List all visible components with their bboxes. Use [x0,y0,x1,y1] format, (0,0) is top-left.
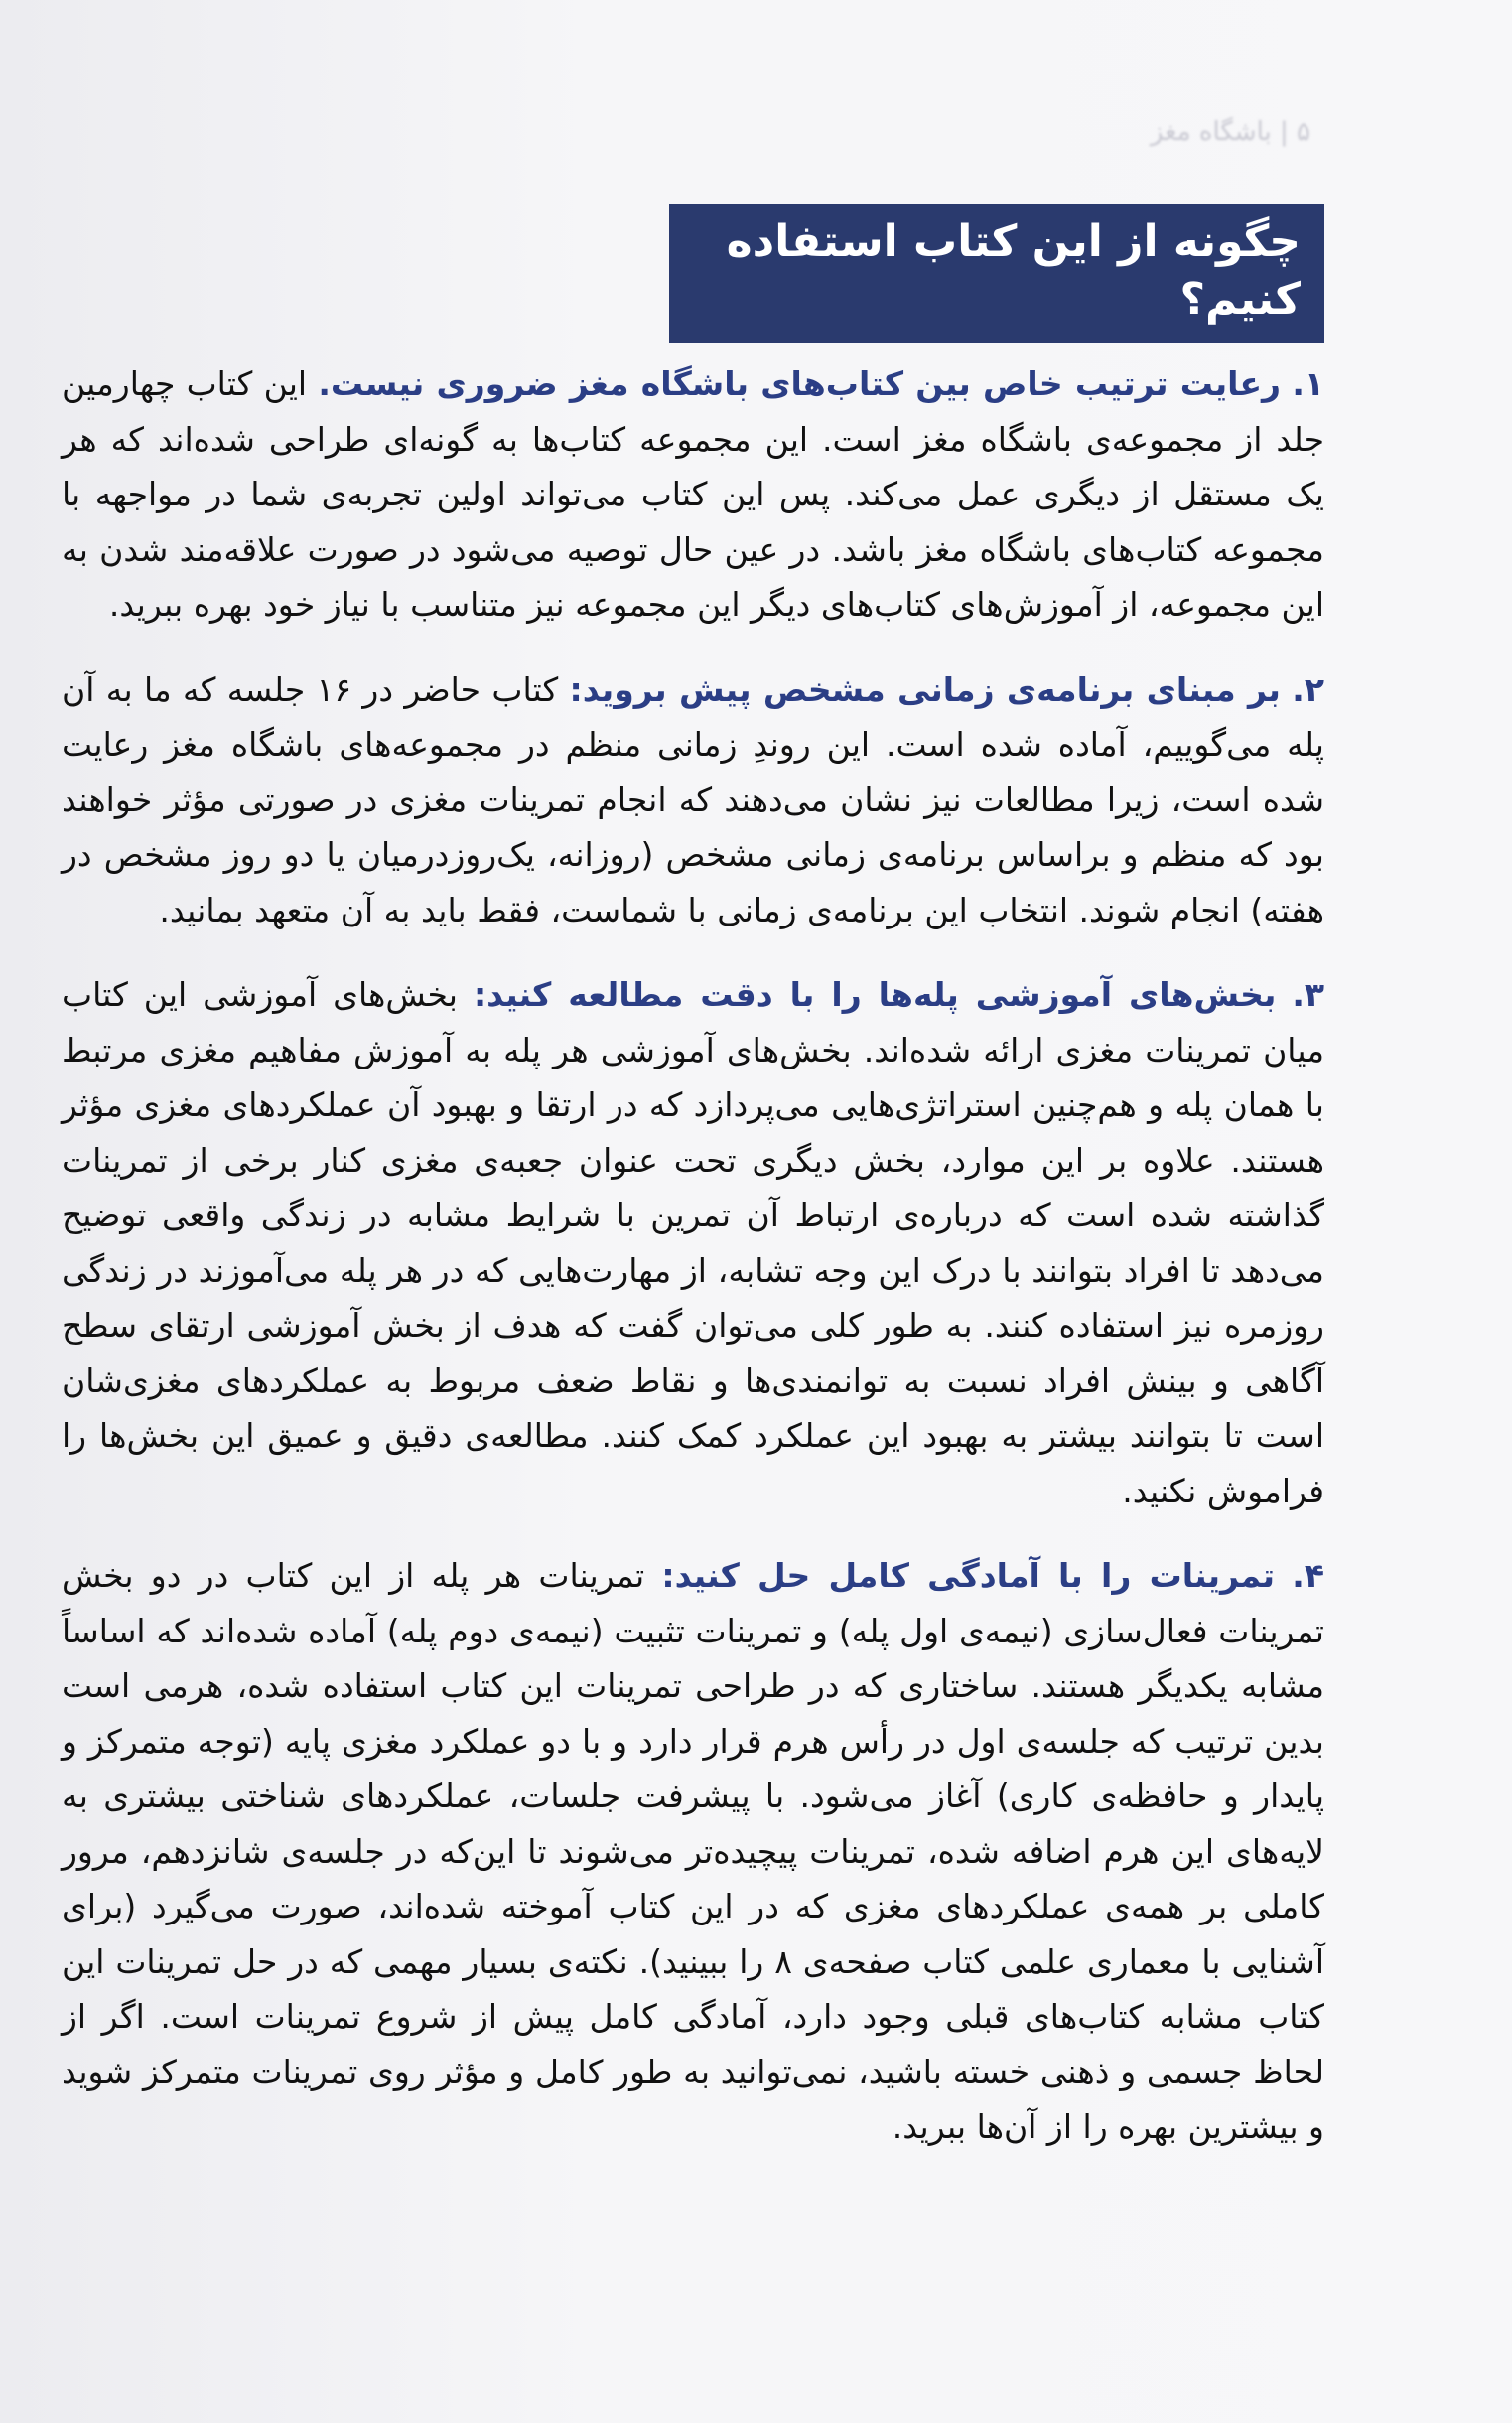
item-number: ۳. [1292,975,1325,1014]
item-body: بخش‌های آموزشی این کتاب میان تمرینات مغزی ارائه شده‌اند. بخش‌های آموزشی هر پله به آموزش مفاهیم مغزی مرتبط با همان پله و هم‌چنین استراتژی‌هایی می‌پردازد که در ارتقا و بهبود آن عملکردهای مغزی مؤثر هستند. علاوه بر این موارد، بخش دیگری تحت عنوان جعبه‌ی مغزی کنار برخی از تمرینات گذاشته شده است که درباره‌ی ارتباط آن تمرین با شرایط مشابه در زندگی واقعی توضیح می‌دهد تا افراد بتوانند با درک این وجه تشابه، از مهارت‌هایی که در هر پله می‌آموزند در زندگی روزمره نیز استفاده کنند. به طور کلی می‌توان گفت که هدف از بخش آموزشی ارتقای سطح آگاهی و بینش افراد نسبت به توانمندی‌ها و نقاط ضعف مربوط به عملکردهای مغزی‌شان است تا بتوانند بیشتر به بهبود این عملکرد کمک کنند. مطالعه‌ی دقیق و عمیق این بخش‌ها را فراموش نکنید. [62,975,1324,1510]
item-number: ۲. [1292,669,1324,709]
section-title: چگونه از این کتاب استفاده کنیم؟ [669,204,1324,343]
item-body: این کتاب چهارمین جلد از مجموعه‌ی باشگاه مغز است. این مجموعه کتاب‌ها به گونه‌ای طراحی شده‌اند که هر یک مستقل از دیگری عمل می‌کند. پس این کتاب می‌تواند اولین تجربه‌ی شما در مواجهه با مجموعه کتاب‌های باشگاه مغز باشد. در عین حال توصیه می‌شود در صورت علاقه‌مند شدن به این مجموعه، از آموزش‌های کتاب‌های دیگر این مجموعه نیز متناسب با نیاز خود بهره ببرید. [62,364,1324,624]
paragraph [62,356,1324,633]
section-4 [62,1548,1324,2155]
item-heading: بخش‌های آموزشی پله‌ها را با دقت مطالعه کنید: [473,975,1277,1014]
item-number: ۴. [1292,1556,1324,1595]
running-header: ۵ | باشگاه مغز [1150,117,1310,147]
item-heading: بر مبنای برنامه‌ی زمانی مشخص پیش بروید: [569,669,1281,709]
page-content [62,204,1324,2185]
paragraph [62,1548,1324,2155]
paragraph [62,967,1324,1518]
paragraph [62,662,1324,938]
item-number: ۱. [1292,364,1325,403]
section-3 [62,967,1324,1518]
item-body: تمرینات هر پله از این کتاب در دو بخش تمرینات فعال‌سازی (نیمه‌ی اول پله) و تمرینات تثبیت (نیمه‌ی دوم پله) آماده شده‌اند که اساساً مشابه یکدیگر هستند. ساختاری که در طراحی تمرینات این کتاب استفاده شده، هرمی است بدین ترتیب که جلسه‌ی اول در رأس هرم قرار دارد و با دو عملکرد مغزی پایه (توجه متمرکز و پایدار و حافظه‌ی کاری) آغاز می‌شود. با پیشرفت جلسات، عملکردهای شناختی بیشتری به لایه‌های این هرم اضافه شده، تمرینات پیچیده‌تر می‌شوند تا این‌که در جلسه‌ی شانزدهم، مرور کاملی بر همه‌ی عملکردهای مغزی که در این کتاب آموخته شده‌اند، صورت می‌گیرد (برای آشنایی با معماری علمی کتاب صفحه‌ی ۸ را ببینید). نکته‌ی بسیار مهمی که در حل تمرینات این کتاب مشابه کتاب‌های قبلی وجود دارد، آمادگی کامل پیش از شروع تمرینات است. اگر از لحاظ جسمی و ذهنی خسته باشید، نمی‌توانید به طور کامل و مؤثر روی تمرینات متمرکز شوید و بیشترین بهره را از آن‌ها ببرید. [62,1556,1324,2146]
section-2 [62,662,1324,938]
item-heading: رعایت ترتیب خاص بین کتاب‌های باشگاه مغز ضروری نیست. [318,364,1282,403]
section-1 [62,356,1324,633]
item-heading: تمرینات را با آمادگی کامل حل کنید: [661,1556,1276,1595]
item-body: کتاب حاضر در ۱۶ جلسه که ما به آن پله می‌گوییم، آماده شده است. این روندِ زمانی منظم در مجموعه‌های باشگاه مغز رعایت شده است، زیرا مطالعات نیز نشان می‌دهند که انجام تمرینات مغزی در صورتی مؤثر خواهند بود که منظم و براساس برنامه‌ی زمانی مشخص (روزانه، یک‌روزدرمیان یا دو روز مشخص در هفته) انجام شوند. انتخاب این برنامه‌ی زمانی با شماست، فقط باید به آن متعهد بمانید. [62,669,1324,929]
